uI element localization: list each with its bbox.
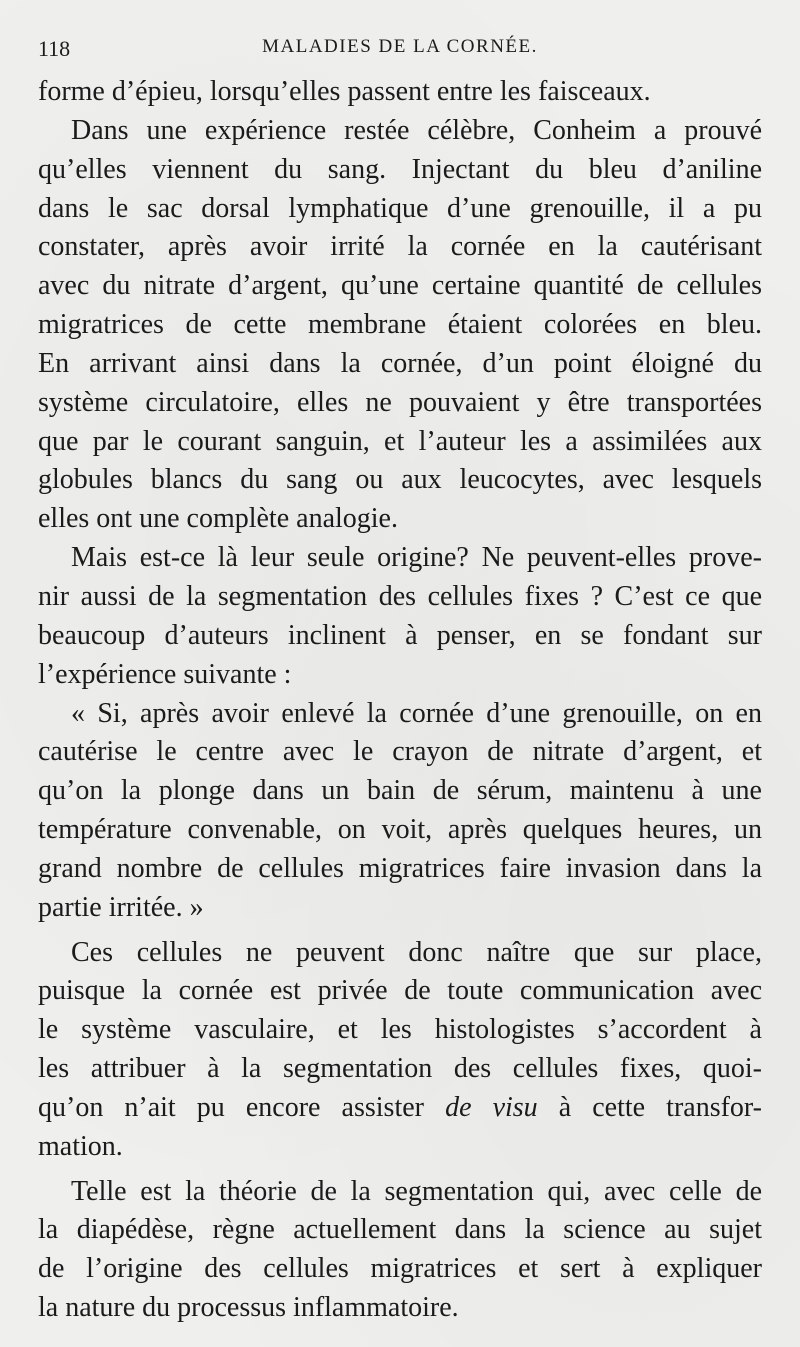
paragraph-cells-in-place [38,934,762,1167]
paragraph-quotation [38,695,762,928]
text-line: mation. [38,1130,123,1162]
text-line: nir aussi de la segmentation des cellules fixes ? C’est ce que [38,580,762,612]
text-line: la diapédèse, règne actuellement dans la science au sujet [38,1214,762,1246]
text-line: que par le courant sanguin, et l’auteur les a assimilées aux [38,425,762,457]
text-line: Mais est-ce là leur seule origine? Ne peuvent-elles prove- [71,542,762,574]
text-line-mixed [38,1089,762,1128]
text-line: avec du nitrate d’argent, qu’une certaine quantité de cellules [38,270,762,302]
text-line: globules blancs du sang ou aux leucocytes, avec lesquels [38,464,762,496]
paragraph-continuation [38,73,762,112]
text-line: température convenable, on voit, après quelques heures, un [38,814,762,846]
text-line: migratrices de cette membrane étaient colorées en bleu. [38,309,762,341]
text-line: partie irritée. » [38,891,204,923]
text-line: Telle est la théorie de la segmentation qui, avec celle de [71,1175,762,1207]
text-line: qu’on la plonge dans un bain de sérum, maintenu à une [38,775,762,807]
text-line: puisque la cornée est privée de toute communication avec [38,975,762,1007]
text-line: dans le sac dorsal lymphatique d’une grenouille, il a pu [38,192,762,224]
text-line: constater, après avoir irrité la cornée en la cautérisant [38,231,762,263]
text-line: de l’origine des cellules migratrices et sert à expliquer [38,1253,762,1285]
paragraph-theory [38,1173,762,1328]
body-text [38,73,762,1328]
text-line: cautérise le centre avec le crayon de nitrate d’argent, et [38,736,762,768]
text-line: En arrivant ainsi dans la cornée, d’un point éloigné du [38,347,762,379]
text-run: à cette transfor- [537,1091,763,1123]
text-run: qu’on n’ait pu encore assister [38,1091,446,1123]
text-line: qu’elles viennent du sang. Injectant du bleu d’aniline [38,153,762,185]
text-line: beaucoup d’auteurs inclinent à penser, en se fondant sur [38,619,762,651]
text-line: grand nombre de cellules migratrices faire invasion dans la [38,852,762,884]
paragraph-conheim-experiment [38,112,762,539]
text-line: les attribuer à la segmentation des cellules fixes, quoi- [38,1053,762,1085]
text-line: Ces cellules ne peuvent donc naître que sur place, [71,936,762,968]
text-line: elles ont une complète analogie. [38,503,398,535]
text-line: système circulatoire, elles ne pouvaient y être transportées [38,386,762,418]
chapter-title: MALADIES DE LA CORNÉE. [262,36,538,57]
italic-phrase: de visu [445,1091,538,1123]
text-line: l’expérience suivante : [38,658,292,690]
text-line: Dans une expérience restée célèbre, Conheim a prouvé [71,114,762,146]
text-line: le système vasculaire, et les histologistes s’accordent à [38,1014,762,1046]
page-number: 118 [38,36,71,61]
running-head [38,34,762,62]
paragraph-segmentation-question [38,539,762,694]
text-line: forme d’épieu, lorsqu’elles passent entre les faisceaux. [38,76,651,107]
text-line: la nature du processus inflammatoire. [38,1292,459,1324]
text-line: « Si, après avoir enlevé la cornée d’une grenouille, on en [71,697,762,729]
